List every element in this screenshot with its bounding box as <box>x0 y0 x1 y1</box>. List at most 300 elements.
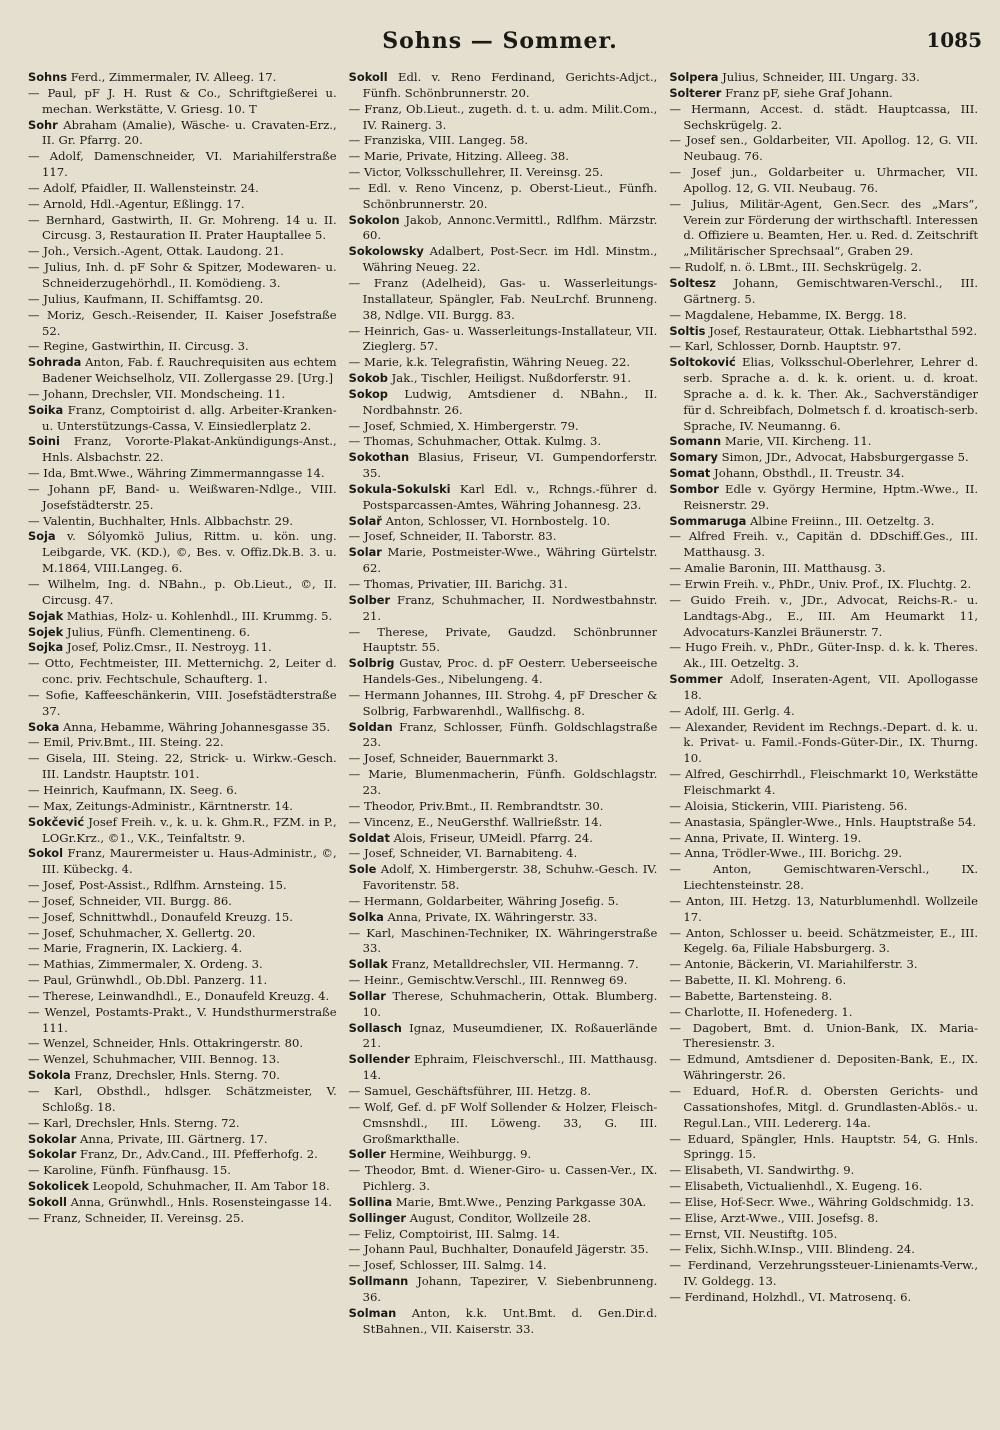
directory-entry <box>669 926 978 958</box>
entry-details: — Magdalene, Hebamme, IX. Bergg. 18. <box>669 307 907 322</box>
entry-details: Anna, Hebamme, Währing Johannesgasse 35. <box>59 719 331 734</box>
directory-entry <box>349 846 658 862</box>
entry-details: Anton, k.k. Unt.Bmt. d. Gen.Dir.d. StBahnen., VII. Kaiserstr. 33. <box>362 1305 658 1336</box>
directory-entry <box>28 1005 337 1037</box>
entry-details: — Josef, Schnittwhdl., Donaufeld Kreuzg. 15. <box>28 909 293 924</box>
directory-entry <box>349 371 658 387</box>
directory-entry <box>349 355 658 371</box>
entry-details: Franz, Schuhmacher, II. Nordwestbahnstr. 21. <box>362 592 658 623</box>
entry-details: Franz, Metalldrechsler, VII. Hermanng. 7. <box>387 957 639 972</box>
entry-details: — Vincenz, E., NeuGersthf. Wallrießstr. 14. <box>348 814 603 829</box>
directory-entry <box>669 197 978 260</box>
entry-details: — Karl, Drechsler, Hnls. Sterng. 72. <box>28 1115 240 1130</box>
entry-details: — Alfred, Geschirrhdl., Fleischmarkt 10, Werkstätte Fleischmarkt 4. <box>669 767 979 797</box>
entry-details: Ferd., Zimmermaler, IV. Alleeg. 17. <box>67 70 277 84</box>
directory-entry <box>669 973 978 989</box>
directory-entry <box>28 70 337 86</box>
entry-details: — Marie, Blumenmacherin, Fünfh. Goldschlagstr. 23. <box>348 767 658 797</box>
entry-surname: Sokola <box>28 1068 71 1083</box>
directory-entry <box>669 767 978 799</box>
entry-details: — Elise, Arzt-Wwe., VIII. Josefsg. 8. <box>669 1210 879 1225</box>
directory-entry <box>28 957 337 973</box>
directory-entry <box>349 213 658 245</box>
entry-details: Johann, Obsthdl., II. Treustr. 34. <box>710 466 905 481</box>
directory-entry <box>669 1005 978 1021</box>
entry-surname: Sokolar <box>28 1147 77 1162</box>
entry-details: — Arnold, Hdl.-Agentur, Eßlingg. 17. <box>28 196 245 211</box>
entry-details: Edle v. György Hermine, Hptm.-Wwe., II. Reisnerstr. 29. <box>683 481 979 512</box>
entry-details: — Erwin Freih. v., PhDr., Univ. Prof., IX. Fluchtg. 2. <box>669 577 972 591</box>
entry-details: — Josef, Schneider, VI. Barnabiteng. 4. <box>348 846 578 861</box>
directory-entry <box>28 1179 337 1195</box>
directory-entry <box>669 1227 978 1243</box>
entry-details: — Josef, Schneider, VII. Burgg. 86. <box>28 893 232 908</box>
entry-details: — Franz, Ob.Lieut., zugeth. d. t. u. adm. Milit.Com., IV. Rainerg. 3. <box>348 101 658 132</box>
entry-details: Jakob, Annonc.Vermittl., Rdlfhm. Märzstr. 60. <box>362 212 658 243</box>
entry-details: Anna, Grünwhdl., Hnls. Rosensteingasse 14. <box>66 1194 332 1209</box>
directory-entry <box>669 1163 978 1179</box>
entry-surname: Sollinger <box>348 1210 407 1225</box>
directory-entry <box>669 815 978 831</box>
entry-details: — Wenzel, Schneider, Hnls. Ottakringerstr. 80. <box>28 1036 304 1051</box>
directory-entry <box>669 989 978 1005</box>
entry-details: — Amalie Baronin, III. Matthausg. 3. <box>669 561 886 576</box>
directory-entry <box>28 783 337 799</box>
entry-details: — Therese, Private, Gaudzd. Schönbrunner Hauptstr. 55. <box>348 624 658 655</box>
entry-surname: Sokop <box>348 386 388 401</box>
directory-entry <box>28 640 337 656</box>
directory-entry <box>349 545 658 577</box>
entry-details: — Ferdinand, Holzhdl., VI. Matrosenq. 6. <box>669 1289 912 1304</box>
entry-surname: Somat <box>669 466 711 481</box>
directory-entry <box>28 846 337 878</box>
entry-surname: Sollar <box>348 988 386 1003</box>
directory-entry <box>669 86 978 102</box>
directory-entry <box>349 799 658 815</box>
entry-details: Franz, Schlosser, Fünfh. Goldschlagstraße 23. <box>362 719 658 750</box>
entry-details: Blasius, Friseur, VI. Gumpendorferstr. 35. <box>362 450 658 481</box>
entry-surname: Sokolar <box>28 1131 77 1146</box>
running-head: Sohns — Sommer. <box>382 28 618 54</box>
directory-entry <box>28 1195 337 1211</box>
entry-surname: Solman <box>348 1305 397 1320</box>
column-1 <box>28 70 337 1418</box>
entry-details: — Ida, Bmt.Wwe., Währing Zimmermanngasse 14. <box>28 466 325 481</box>
directory-entry <box>28 926 337 942</box>
directory-entry <box>28 1084 337 1116</box>
entry-details: — Karl, Schlosser, Dornb. Hauptstr. 97. <box>669 339 902 354</box>
entry-details: — Anton, III. Hetzg. 13, Naturblumenhdl. Wollzeile 17. <box>669 893 979 924</box>
directory-columns <box>28 70 978 1418</box>
entry-details: — Anna, Trödler-Wwe., III. Borichg. 29. <box>669 846 903 861</box>
entry-details: — Babette, II. Kl. Mohreng. 6. <box>669 973 847 988</box>
entry-details: — Aloisia, Stickerin, VIII. Piaristeng. 56. <box>669 798 908 813</box>
entry-surname: Sojka <box>28 640 64 655</box>
entry-details: — Heinrich, Gas- u. Wasserleitungs-Installateur, VII. Zieglerg. 57. <box>348 323 658 354</box>
entry-details: August, Conditor, Wollzeile 28. <box>406 1210 592 1225</box>
entry-surname: Soldat <box>348 830 390 845</box>
entry-details: — Max, Zeitungs-Administr., Kärntnerstr. 14. <box>28 798 293 813</box>
entry-surname: Sollina <box>348 1194 393 1209</box>
directory-entry <box>669 894 978 926</box>
directory-entry <box>669 1132 978 1164</box>
directory-entry <box>28 482 337 514</box>
entry-surname: Solbrig <box>348 656 395 671</box>
entry-surname: Solar <box>348 545 382 560</box>
directory-entry <box>28 118 337 150</box>
directory-entry <box>349 751 658 767</box>
directory-entry <box>28 1052 337 1068</box>
entry-surname: Sombor <box>669 481 719 496</box>
directory-entry <box>669 102 978 134</box>
directory-entry <box>349 387 658 419</box>
directory-entry <box>28 181 337 197</box>
directory-entry <box>28 625 337 641</box>
entry-details: — Mathias, Zimmermaler, X. Ordeng. 3. <box>28 957 263 972</box>
entry-details: — Regine, Gastwirthin, II. Circusg. 3. <box>28 339 249 354</box>
entry-details: Ephraim, Fleischverschl., III. Matthausg. 14. <box>362 1052 658 1083</box>
directory-entry <box>28 751 337 783</box>
directory-entry <box>28 1036 337 1052</box>
directory-entry <box>28 149 337 181</box>
entry-details: — Ernst, VII. Neustiftg. 105. <box>669 1226 838 1241</box>
directory-entry <box>349 767 658 799</box>
directory-entry <box>28 466 337 482</box>
directory-entry <box>28 878 337 894</box>
directory-entry <box>349 1227 658 1243</box>
entry-details: — Adolf, Damenschneider, VI. Mariahilferstraße 117. <box>28 149 337 180</box>
entry-details: — Ferdinand, Verzehrungssteuer-Linienamts-Verw., IV. Goldegg. 13. <box>669 1258 979 1289</box>
entry-details: Franz pF, siehe Graf Johann. <box>721 85 893 100</box>
directory-entry <box>349 720 658 752</box>
entry-details: — Theodor, Bmt. d. Wiener-Giro- u. Cassen-Ver., IX. Pichlerg. 3. <box>348 1163 658 1194</box>
entry-details: Marie, VII. Kircheng. 11. <box>721 434 872 449</box>
entry-details: Adalbert, Post-Secr. im Hdl. Minstm., Währing Neueg. 22. <box>362 244 658 275</box>
entry-details: — Eduard, Spängler, Hnls. Hauptstr. 54, G. Hnls. Springg. 15. <box>669 1131 979 1162</box>
entry-details: — Emil, Priv.Bmt., III. Steing. 22. <box>28 735 224 750</box>
directory-entry <box>349 244 658 276</box>
directory-entry <box>349 1242 658 1258</box>
entry-details: Marie, Bmt.Wwe., Penzing Parkgasse 30A. <box>392 1194 647 1209</box>
entry-details: — Karl, Maschinen-Techniker, IX. Währingerstraße 33. <box>348 925 658 956</box>
directory-entry <box>349 324 658 356</box>
entry-details: Elias, Volksschul-Oberlehrer, Lehrer d. serb. Sprache a. d. k. k. orient. u. d. kroat. Sprache a. d. k. k. Ther. Ak., Sachverständiger für d. Schreibfach, Dolmetsch f. d. kroatisch-serb. Sprache, IV. Neumanng. 6. <box>683 355 979 433</box>
entry-details: — Moriz, Gesch.-Reisender, II. Kaiser Josefstraße 52. <box>28 307 337 338</box>
directory-entry <box>669 862 978 894</box>
directory-entry <box>349 815 658 831</box>
directory-entry <box>28 609 337 625</box>
directory-entry <box>28 387 337 403</box>
entry-details: — Bernhard, Gastwirth, II. Gr. Mohreng. 14 u. II. Circusg. 3, Restauration II. Prater Hauptallee 5. <box>28 212 337 243</box>
entry-surname: Sokol <box>28 846 64 861</box>
entry-details: Gustav, Proc. d. pF Oesterr. Ueberseeische Handels-Ges., Nibelungeng. 4. <box>362 656 658 687</box>
directory-entry <box>669 640 978 672</box>
entry-details: — Rudolf, n. ö. LBmt., III. Sechskrügelg. 2. <box>669 260 922 275</box>
entry-details: — Victor, Volksschullehrer, II. Vereinsg. 25. <box>348 165 604 180</box>
directory-entry <box>669 1258 978 1290</box>
entry-details: — Wenzel, Schuhmacher, VIII. Bennog. 13. <box>28 1052 280 1067</box>
entry-surname: Sokoll <box>28 1194 67 1209</box>
entry-details: — Johann pF, Band- u. Weißwaren-Ndlge., VIII. Josefstädterstr. 25. <box>28 481 337 512</box>
directory-entry <box>669 1211 978 1227</box>
entry-details: Anna, Private, IX. Währingerstr. 33. <box>383 909 598 924</box>
directory-entry <box>349 1100 658 1148</box>
directory-entry <box>669 1179 978 1195</box>
directory-entry <box>28 514 337 530</box>
entry-details: — Guido Freih. v., JDr., Advocat, Reichs-R.- u. Landtags-Abg., E., III. Am Heumarkt 11, Advocaturs-Kanzlei Bräunerstr. 7. <box>669 592 979 639</box>
entry-details: Therese, Schuhmacherin, Ottak. Blumberg. 10. <box>362 988 658 1019</box>
entry-details: Anton, Fab. f. Rauchrequisiten aus echtem Badener Weichselholz, VII. Zollergasse 29. [Urg.] <box>42 355 337 386</box>
directory-entry <box>28 577 337 609</box>
directory-entry <box>28 688 337 720</box>
entry-details: Karl Edl. v., Rchngs.-führer d. Postsparcassen-Amtes, Währing Johannesg. 23. <box>362 481 658 512</box>
directory-entry <box>349 989 658 1021</box>
directory-entry <box>669 529 978 561</box>
entry-surname: Soini <box>28 434 60 449</box>
directory-entry <box>28 656 337 688</box>
directory-entry <box>669 1242 978 1258</box>
directory-entry <box>349 1195 658 1211</box>
directory-entry <box>349 910 658 926</box>
directory-entry <box>349 181 658 213</box>
entry-details: — Alexander, Revident im Rechngs.-Depart. d. k. u. k. Privat- u. Famil.-Fonds-Güter-Dir., IX. Thurng. 10. <box>669 719 979 766</box>
entry-details: — Josef, Schlosser, III. Salmg. 14. <box>348 1258 547 1273</box>
directory-entry <box>28 434 337 466</box>
entry-details: — Johann Paul, Buchhalter, Donaufeld Jägerstr. 35. <box>348 1242 649 1257</box>
entry-surname: Sojak <box>28 608 64 623</box>
directory-entry <box>669 466 978 482</box>
entry-details: Anton, Schlosser, VI. Hornbostelg. 10. <box>381 513 611 528</box>
directory-entry <box>349 1052 658 1084</box>
directory-entry <box>28 941 337 957</box>
directory-entry <box>349 1163 658 1195</box>
directory-entry <box>669 577 978 593</box>
entry-details: — Marie, Private, Hitzing. Alleeg. 38. <box>348 149 569 164</box>
entry-details: — Franz, Schneider, II. Vereinsg. 25. <box>28 1210 245 1225</box>
entry-surname: Soller <box>348 1147 386 1162</box>
directory-entry <box>669 1084 978 1132</box>
entry-details: — Karoline, Fünfh. Fünfhausg. 15. <box>28 1163 231 1178</box>
directory-entry <box>349 957 658 973</box>
entry-surname: Sohrada <box>28 355 82 370</box>
entry-details: — Josef, Schuhmacher, X. Gellertg. 20. <box>28 925 256 940</box>
directory-entry <box>349 514 658 530</box>
directory-entry <box>28 308 337 340</box>
entry-details: — Joh., Versich.-Agent, Ottak. Laudong. 21. <box>28 244 284 259</box>
directory-entry <box>28 1132 337 1148</box>
directory-entry <box>28 989 337 1005</box>
entry-details: — Paul, pF J. H. Rust & Co., Schriftgießerei u. mechan. Werkstätte, V. Griesg. 10. T <box>28 85 337 116</box>
entry-details: Julius, Fünfh. Clementineng. 6. <box>63 624 251 639</box>
directory-entry <box>28 355 337 387</box>
entry-details: — Elisabeth, VI. Sandwirthg. 9. <box>669 1163 855 1178</box>
directory-entry <box>28 403 337 435</box>
entry-surname: Sollmann <box>348 1274 409 1289</box>
directory-entry <box>349 831 658 847</box>
entry-details: Josef, Poliz.Cmsr., II. Nestroyg. 11. <box>63 640 272 655</box>
directory-entry <box>28 815 337 847</box>
entry-details: Simon, JDr., Advocat, Habsburgergasse 5. <box>717 450 969 465</box>
directory-entry <box>669 1021 978 1053</box>
directory-entry <box>349 1021 658 1053</box>
directory-entry <box>669 514 978 530</box>
entry-details: — Adolf, III. Gerlg. 4. <box>669 703 795 718</box>
directory-entry <box>349 862 658 894</box>
entry-details: — Hugo Freih. v., PhDr., Güter-Insp. d. k. k. Theres. Ak., III. Oetzeltg. 3. <box>669 640 979 671</box>
entry-surname: Sollasch <box>348 1020 402 1035</box>
entry-surname: Sokob <box>348 371 388 386</box>
directory-entry <box>349 688 658 720</box>
directory-entry <box>349 149 658 165</box>
entry-details: Ludwig, Amtsdiener d. NBahn., II. Nordbahnstr. 26. <box>362 386 658 417</box>
directory-entry <box>669 1052 978 1084</box>
page-header <box>0 22 1000 62</box>
entry-details: — Thomas, Privatier, III. Barichg. 31. <box>348 577 568 591</box>
entry-details: Jak., Tischler, Heiligst. Nußdorferstr. 91. <box>387 371 632 386</box>
directory-entry <box>28 894 337 910</box>
entry-details: Franz, Vororte-Plakat-Ankündigungs-Anst., Hnls. Alsbachstr. 22. <box>42 434 337 465</box>
entry-surname: Solka <box>348 909 384 924</box>
entry-surname: Sokula-Sokulski <box>348 481 451 496</box>
entry-details: — Babette, Bartensteing. 8. <box>669 988 833 1003</box>
directory-entry <box>669 450 978 466</box>
entry-surname: Sommer <box>669 672 723 687</box>
entry-details: — Samuel, Geschäftsführer, III. Hetzg. 8. <box>348 1084 592 1098</box>
directory-entry <box>349 1211 658 1227</box>
entry-details: — Theodor, Priv.Bmt., II. Rembrandtstr. 30. <box>348 798 604 813</box>
entry-details: — Karl, Obsthdl., hdlsger. Schätzmeister, V. Schloßg. 18. <box>28 1084 337 1114</box>
entry-surname: Sole <box>348 862 377 877</box>
entry-surname: Soldan <box>348 719 393 734</box>
entry-details: — Adolf, Pfaidler, II. Wallensteinstr. 24. <box>28 180 259 195</box>
entry-surname: Somann <box>669 434 722 449</box>
entry-surname: Soja <box>28 529 56 544</box>
directory-entry <box>669 831 978 847</box>
page-number: 1085 <box>926 28 982 52</box>
entry-surname: Sommaruga <box>669 513 747 528</box>
directory-entry <box>669 846 978 862</box>
entry-details: — Eduard, Hof.R. d. Obersten Gerichts- und Cassationshofes, Mitgl. d. Grundlasten-Ablös.- u. Regul.Lan., VIII. Ledererg. 14a. <box>669 1084 979 1130</box>
directory-entry <box>349 894 658 910</box>
entry-details: Edl. v. Reno Ferdinand, Gerichts-Adjct., Fünfh. Schönbrunnerstr. 20. <box>362 70 658 100</box>
entry-details: — Johann, Drechsler, VII. Mondscheing. 11. <box>28 386 286 401</box>
entry-surname: Solař <box>348 513 382 528</box>
entry-surname: Solpera <box>669 70 719 84</box>
directory-entry <box>669 561 978 577</box>
directory-entry <box>669 672 978 704</box>
entry-details: — Thomas, Schuhmacher, Ottak. Kulmg. 3. <box>348 434 602 449</box>
directory-entry <box>28 1116 337 1132</box>
directory-entry <box>28 197 337 213</box>
entry-surname: Sohr <box>28 117 58 132</box>
entry-details: — Anton, Schlosser u. beeid. Schätzmeister, E., III. Kegelg. 6a, Filiale Habsburgerg. 3. <box>669 925 979 956</box>
directory-entry <box>349 1274 658 1306</box>
directory-entry <box>28 910 337 926</box>
entry-details: — Franz (Adelheid), Gas- u. Wasserleitungs-Installateur, Spängler, Fab. NeuLrchf. Brunneng. 38, Ndlge. VII. Burgg. 83. <box>348 275 658 322</box>
directory-entry <box>669 355 978 434</box>
entry-details: — Elisabeth, Victualienhdl., X. Eugeng. 16. <box>669 1179 923 1194</box>
directory-entry <box>349 482 658 514</box>
directory-entry <box>349 1084 658 1100</box>
entry-details: Josef Freih. v., k. u. k. Ghm.R., FZM. in P., LOGr.Krz., ©1., V.K., Teinfaltstr. 9. <box>42 814 337 845</box>
directory-entry <box>669 165 978 197</box>
directory-entry <box>349 102 658 134</box>
entry-details: Abraham (Amalie), Wäsche- u. Cravaten-Erz., II. Gr. Pfarrg. 20. <box>42 117 337 148</box>
directory-entry <box>28 86 337 118</box>
directory-entry <box>349 656 658 688</box>
directory-entry <box>349 70 658 102</box>
directory-entry <box>349 1258 658 1274</box>
entry-details: Johann, Tapezirer, V. Siebenbrunneng. 36. <box>362 1274 658 1304</box>
entry-details: — Franziska, VIII. Langeg. 58. <box>348 133 529 148</box>
entry-details: Josef, Restaurateur, Ottak. Liebhartsthal 592. <box>705 323 978 338</box>
entry-details: — Hermann, Accest. d. städt. Hauptcassa, III. Sechskrügelg. 2. <box>669 101 979 132</box>
directory-entry <box>669 957 978 973</box>
directory-entry <box>28 213 337 245</box>
directory-entry <box>669 308 978 324</box>
entry-details: — Felix, Sichh.W.Insp., VIII. Blindeng. 24. <box>669 1242 915 1257</box>
directory-entry <box>349 276 658 324</box>
directory-entry <box>28 973 337 989</box>
directory-entry <box>349 1306 658 1338</box>
entry-details: — Feliz, Comptoirist, III. Salmg. 14. <box>348 1226 560 1241</box>
entry-details: — Paul, Grünwhdl., Ob.Dbl. Panzerg. 11. <box>28 973 268 988</box>
directory-entry <box>349 450 658 482</box>
entry-details: — Wolf, Gef. d. pF Wolf Sollender & Holzer, Fleisch-Cmsnshdl., III. Löweng. 33, G. III. Großmarkthalle. <box>348 1099 658 1146</box>
entry-details: — Josef, Schneider, Bauernmarkt 3. <box>348 751 559 766</box>
directory-entry <box>28 1163 337 1179</box>
directory-entry <box>669 799 978 815</box>
directory-entry <box>28 244 337 260</box>
entry-details: Anna, Private, III. Gärtnerg. 17. <box>76 1131 268 1146</box>
entry-details: Albine Freiinn., III. Oetzeltg. 3. <box>746 513 935 528</box>
directory-entry <box>28 720 337 736</box>
directory-entry <box>28 1068 337 1084</box>
directory-entry <box>669 1290 978 1306</box>
entry-details: Leopold, Schuhmacher, II. Am Tabor 18. <box>89 1179 330 1194</box>
entry-details: Franz, Comptoirist d. allg. Arbeiter-Kranken- u. Unterstützungs-Cassa, V. Einsiedlerplatz 2. <box>42 402 337 433</box>
entry-details: — Julius, Inh. d. pF Sohr & Spitzer, Modewaren- u. Schneiderzugehörhdl., II. Komödieng. 3. <box>28 260 337 290</box>
directory-entry <box>669 434 978 450</box>
entry-surname: Solber <box>348 592 391 607</box>
entry-details: — Josef jun., Goldarbeiter u. Uhrmacher, VII. Apollog. 12, G. VII. Neubaug. 76. <box>669 165 979 195</box>
entry-details: — Marie, Fragnerin, IX. Lackierg. 4. <box>28 941 243 956</box>
column-3 <box>669 70 978 1418</box>
entry-details: — Therese, Leinwandhdl., E., Donaufeld Kreuzg. 4. <box>28 988 330 1003</box>
directory-entry <box>349 973 658 989</box>
entry-details: Ignaz, Museumdiener, IX. Roßauerlände 21. <box>362 1020 658 1051</box>
directory-entry <box>349 165 658 181</box>
directory-entry <box>28 1211 337 1227</box>
entry-details: Johann, Gemischtwaren-Verschl., III. Gärtnerg. 5. <box>683 275 979 306</box>
entry-surname: Soltis <box>669 323 706 338</box>
directory-entry <box>669 324 978 340</box>
directory-entry <box>28 339 337 355</box>
directory-entry <box>669 1195 978 1211</box>
directory-entry <box>349 133 658 149</box>
entry-details: Julius, Schneider, III. Ungarg. 33. <box>718 70 920 84</box>
entry-details: v. Sólyomkö Julius, Rittm. u. kön. ung. Leibgarde, VK. (KD.), ©, Bes. v. Offiz.Dk.B. 3. u. M.1864, VIII.Langeg. 6. <box>42 529 337 576</box>
directory-entry <box>349 926 658 958</box>
directory-entry <box>28 799 337 815</box>
entry-surname: Soika <box>28 402 64 417</box>
directory-entry <box>349 419 658 435</box>
entry-surname: Sollender <box>348 1052 410 1067</box>
directory-entry <box>669 276 978 308</box>
entry-details: — Wenzel, Postamts-Prakt., V. Hundsthurmerstraße 111. <box>28 1004 337 1035</box>
directory-entry <box>349 577 658 593</box>
entry-surname: Sokčević <box>28 814 85 829</box>
